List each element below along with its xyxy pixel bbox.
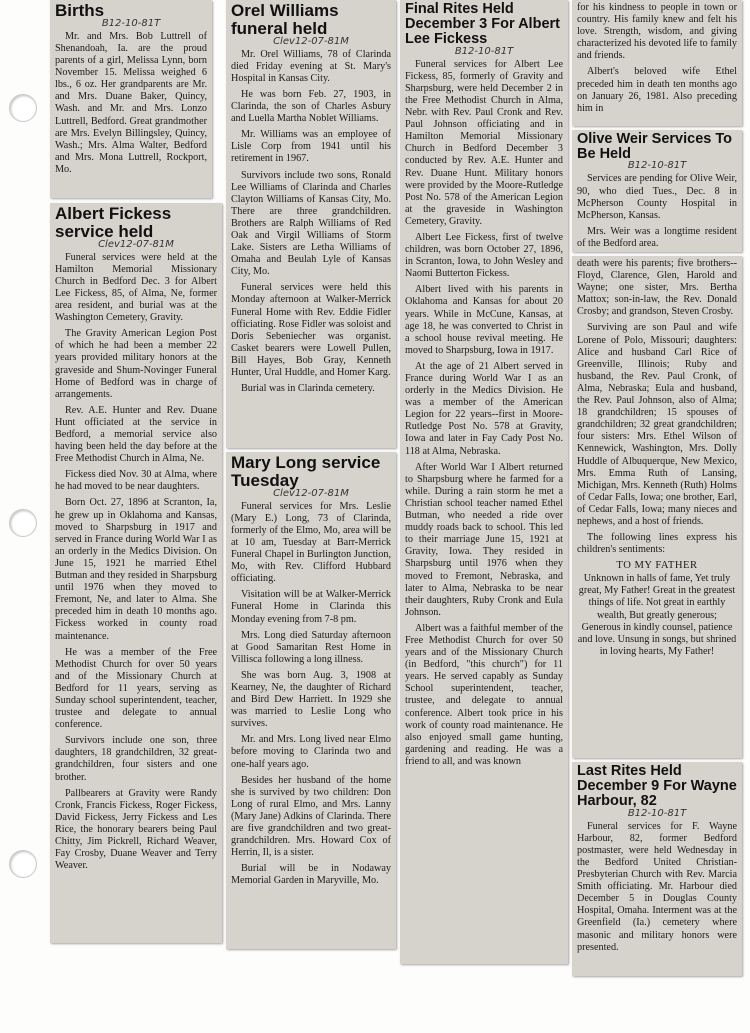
- albert-survivors-body: [577, 258, 737, 556]
- final-rites-handwritten-date: B12-10-81T: [454, 45, 514, 57]
- binder-hole-middle: [9, 509, 37, 537]
- paragraph: Visitation will be at Walker-Merrick Funeral Home in Clarinda this Monday evening from 7-8 pm.: [231, 589, 391, 625]
- paragraph: Services are pending for Olive Weir, 90, who died Tues., Dec. 8 in McPherson County Hospital in McPherson, Kansas.: [577, 173, 737, 221]
- paragraph: The following lines express his children's sentiments:: [577, 532, 737, 556]
- binder-hole-bottom: [9, 850, 37, 878]
- paragraph: He was born Feb. 27, 1903, in Clarinda, the son of Charles Asbury and Luella Martha Noblet Williams.: [231, 88, 391, 125]
- paragraph: Survivors include two sons, Ronald Lee Williams of Clarinda and Charles Clayton Williams of Kansas City, Mo. There are three grandchildren. Brothers are Ralph Williams of Red Oak and Virgil Williams of Storm Lake. Sisters are Letha Williams of Omaha and Beulah Lyle of Kansas City, Mo.: [231, 169, 391, 278]
- paragraph: Fickess died Nov. 30 at Alma, where he had moved to be near daughters.: [55, 469, 217, 493]
- paragraph: Rev. A.E. Hunter and Rev. Duane Hunt officiated at the service in Bedford, a memorial service also having been held the day before at the Free Methodist Church in Alma, Ne.: [55, 404, 217, 465]
- wayne-harbour-handwritten-date: B12-10-81T: [627, 807, 687, 819]
- mary-long-handwritten-date: Clev12-07-81M: [273, 487, 349, 499]
- paragraph: Survivors include one son, three daughters, 18 grandchildren, 32 great-grandchildren, four sisters and one brother.: [55, 735, 217, 783]
- albert-service-handwritten-date: Clev12-07-81M: [98, 238, 174, 250]
- mary-long-heading: Mary Long service Tuesday: [231, 453, 381, 490]
- births-clipping: [50, 0, 212, 198]
- poem-title: TO MY FATHER: [616, 560, 698, 572]
- final-rites-clipping: [400, 0, 568, 964]
- albert-service-body: [55, 252, 217, 873]
- olive-weir-handwritten-date: B12-10-81T: [627, 160, 687, 172]
- orel-williams-clipping: [226, 0, 396, 448]
- paragraph: Albert's beloved wife Ethel preceded him in death ten months ago on January 26, 1981. Also preceding him in: [577, 66, 737, 114]
- final-rites-body: [405, 59, 563, 768]
- binder-hole-top: [9, 94, 37, 122]
- paragraph: Albert lived with his parents in Oklahoma and Kansas for about 20 years. While in McCune, Kansas, at age 18, he was converted to Christ in a school house revival meeting. He moved to Sharpsburg, Iowa in 1917.: [405, 284, 563, 356]
- paragraph: Pallbearers at Gravity were Randy Cronk, Francis Fickess, Roger Fickess, David Fickess, Jerry Fickess and Les Rice, the honorary bearers being Paul Chitty, Jim Pickrell, Richard Weaver, Fay Crosby, Duane Weaver and Terry Weaver.: [55, 787, 217, 872]
- albert-service-clipping: [50, 203, 222, 943]
- births-text: Mr. and Mrs. Bob Luttrell of Shenandoah, Ia. are the proud parents of a girl, Melissa Lynn, born November 15. Melissa weighed 6 lbs., 6 oz. Her grandparents are Mr. and Mrs. Duane Baker, Quincy, Wash. and Mr. and Mrs. Lonzo Luttrell, Bedford. Great grandmother are Mrs. Evelyn Billingsley, Quincy, Wash.; Mrs. Alma Walter, Bedford and Mrs. Mona Luttrell, Rockport, Mo.: [55, 30, 207, 175]
- births-body: [55, 31, 207, 176]
- paragraph: Funeral services for F. Wayne Harbour, 82, former Bedford postmaster, were held Wednesday in the Bedford United Christian-Presbyterian Church with Rev. Marcia Smith officiating. Mr. Harbour died December 5 in Douglas County Hospital, Omaha. Interment was at the Greenfield (Ia.) cemetery where masonic and military honors were presented.: [577, 820, 737, 953]
- orel-williams-handwritten-date: Clev12-07-81M: [273, 35, 349, 47]
- paragraph: Funeral services were held this Monday afternoon at Walker-Merrick Funeral Home with Rev. Eddie Fidler officiating. Rose Fidler was soloist and Doris Sebeniecher was organist. Casket bearers were Lowell Pullen, Bill Hayes, Bob Gray, Kenneth Hunter, Ural Huddle, and Homer Karg.: [231, 282, 391, 379]
- paragraph: Mrs. Long died Saturday afternoon at Good Samaritan Rest Home in Villisca following a long illness.: [231, 629, 391, 665]
- olive-weir-heading: Olive Weir Services To Be Held: [577, 131, 733, 163]
- olive-weir-body: [577, 173, 737, 250]
- paragraph: He was a member of the Free Methodist Church for over 50 years and of the Missionary Church at Bedford for 11 years, serving as Sunday school superintendent, teacher, trustee and delegate to annual conference.: [55, 646, 217, 731]
- paragraph: Mr. and Mrs. Long lived near Elmo before moving to Clarinda two and one-half years ago.: [231, 734, 391, 770]
- paragraph: Burial will be in Nodaway Memorial Garden in Maryville, Mo.: [231, 863, 391, 887]
- paragraph: At the age of 21 Albert served in France during World War I as an orderly in the Medics Division. He was a member of the American Legion for 22 years--first in Moore-Rutledge Post No. 578 at Gravity, Iowa and later in Fay Cady Post No. 118 at Alma, Nebraska.: [405, 360, 563, 457]
- orel-williams-body: [231, 49, 391, 396]
- paragraph: Funeral services were held at the Hamilton Memorial Missionary Church in Bedford Dec. 3 for Albert Lee Fickess, 85, of Alma, Ne, former area resident, and burial was at the Washington Cemetery, Gravity.: [55, 251, 217, 324]
- births-handwritten-date: B12-10-81T: [101, 17, 161, 29]
- paragraph: Born Oct. 27, 1896 at Scranton, Ia, he grew up in Oklahoma and Kansas, moved to Sharpsburg in 1917 and served in France during World War I as an orderly in the Medics Division. On June 15, 1921 he married Ethel Butman and they resided in Sharpsburg until 1976 when they moved to Fremont, Ne, and later to Alma. She preceded him in death 10 months ago. Fickess worked in county road maintenance.: [55, 497, 217, 642]
- mary-long-clipping: [226, 452, 396, 949]
- wayne-harbour-heading: Last Rites Held December 9 For Wayne Harbour, 82: [577, 763, 737, 810]
- paragraph: She was born Aug. 3, 1908 at Kearney, Ne, the daughter of Richard and Bird Dew Harriett. In 1929 she was married to Leslie Long who survives.: [231, 669, 391, 730]
- albert-continued-clipping: [572, 0, 742, 126]
- wayne-harbour-body: [577, 821, 737, 954]
- paragraph: Burial was in Clarinda cemetery.: [241, 383, 375, 395]
- paragraph: Mr. Williams was an employee of Lisle Corp from 1941 until his retirement in 1967.: [231, 129, 391, 165]
- paragraph: Mr. Orel Williams, 78 of Clarinda died Friday evening at St. Mary's Hospital in Kansas City.: [231, 48, 391, 84]
- wayne-harbour-clipping: [572, 762, 742, 976]
- paragraph: Funeral services for Albert Lee Fickess, 85, formerly of Gravity and Sharpsburg, were held December 2 in the Free Methodist Church in Alma, Nebr. with Rev. Paul Cronk and Rev. Paul Johnson officiating and in Hamilton Memorial Missionary Church in Bedford December 3 conducted by Rev. A.E. Hunter and Rev. Duane Hunt. Military honors were provided by the Moore-Rutledge Post No. 578 of the American Legion at the graveside in Washington Cemetery, Gravity.: [405, 58, 563, 227]
- orel-williams-heading: Orel Williams funeral held: [231, 1, 339, 38]
- mary-long-body: [231, 501, 391, 888]
- albert-continued-body: [577, 2, 737, 115]
- final-rites-heading: Final Rites Held December 3 For Albert Lee Fickess: [405, 1, 560, 48]
- paragraph: Mrs. Weir was a longtime resident of the Bedford area.: [577, 225, 737, 249]
- paragraph: Besides her husband of the home she is survived by two children: Don Long of rural Elmo, and Mrs. Lanny (Mary Jane) Adkins of Clarinda. There are five grandchildren and two great-grandchildren. Mrs. Howard Cox of Herrin, Il, is a sister.: [231, 774, 391, 859]
- paragraph: death were his parents; five brothers--Floyd, Clarence, Glen, Harold and Wayne; one sister, Mrs. Bertha Mattox; son-in-law, the Rev. Donald Crosby; and grandson, Steven Crosby.: [577, 258, 737, 318]
- olive-weir-clipping: [572, 130, 742, 252]
- paragraph: Albert Lee Fickess, first of twelve children, was born October 27, 1896, in Scranton, Iowa, to John Wesley and Naomi Butterton Fickess.: [405, 231, 563, 280]
- albert-survivors-clipping: [572, 256, 742, 758]
- paragraph: After World War I Albert returned to Sharpsburg where he farmed for a while. During a rain storm he met a Christian school teacher named Ethel Butman, who needed a ride over muddy roads back to school. This led to their marriage June 15, 1921 at Gravity, Iowa. They resided in Sharpsburg until 1976 when they moved to Fremont, Nebraska, and later to Alma, Nebraska to be near their daughters, Ruby Cronk and Eula Johnson.: [405, 461, 563, 618]
- paragraph: for his kindness to people in town or country. His family knew and felt his love. Strength, wisdom, and giving characterized his devoted life to family and friends.: [577, 2, 737, 62]
- paragraph: The Gravity American Legion Post of which he had been a member 22 years provided military honors at the graveside and Shum-Novinger Funeral Home of Bedford was in charge of arrangements.: [55, 328, 217, 400]
- poem-text: Unknown in halls of fame, Yet truly great, My Father! Great in the greatest things of life. Not great in earthly wealth, But greatly generous; Generous in kindly counsel, patience and love. Unsung in songs, but shrined in loving hearts, My Father!: [577, 573, 737, 657]
- paragraph: Albert was a faithful member of the Free Methodist Church for over 50 years and of the Missionary Church (in Bedford, "this church") for 11 years. He served capably as Sunday School superintendent, teacher, trustee, and delegate to annual conference. Albert took price in his work of county road maintenance. He also enjoyed small game hunting, gardening and reading. He was a friend to all, and was known: [405, 622, 563, 767]
- births-heading: Births: [55, 1, 105, 20]
- paragraph: Surviving are son Paul and wife Lorene of Polo, Missouri; daughters: Alice and husband Carl Rice of Greenville, Illinois; Ruby and husband, the Rev. Paul Cronk, of Alma, Nebraska; Eula and husband, the Rev. Paul Johnson, also of Alma; 18 grandchildren; 15 spouses of grandchildren; 32 great grandchildren; four sisters: Mrs. Ethel Wilson of Kennewick, Washington, Mrs. Dolly Huddle of Albuquerque, New Mexico, Mrs. Emma Ruth of Lansing, Michigan, Mrs. Kenneth (Ruth) Holms of Cedar Falls, Iowa; one brother, Earl, of Cedar Falls, Iowa; many nieces and nephews, and a host of friends.: [577, 322, 737, 527]
- albert-service-heading: Albert Fickess service held: [55, 204, 172, 241]
- paragraph: Funeral services for Mrs. Leslie (Mary E.) Long, 73 of Clarinda, formerly of the Elmo, Mo, area will be at 10 am, Tuesday at Barr-Merrick Funeral Chapel in Burlington Junction, Mo, with Rev. Clifford Hubbard officiating.: [231, 500, 391, 585]
